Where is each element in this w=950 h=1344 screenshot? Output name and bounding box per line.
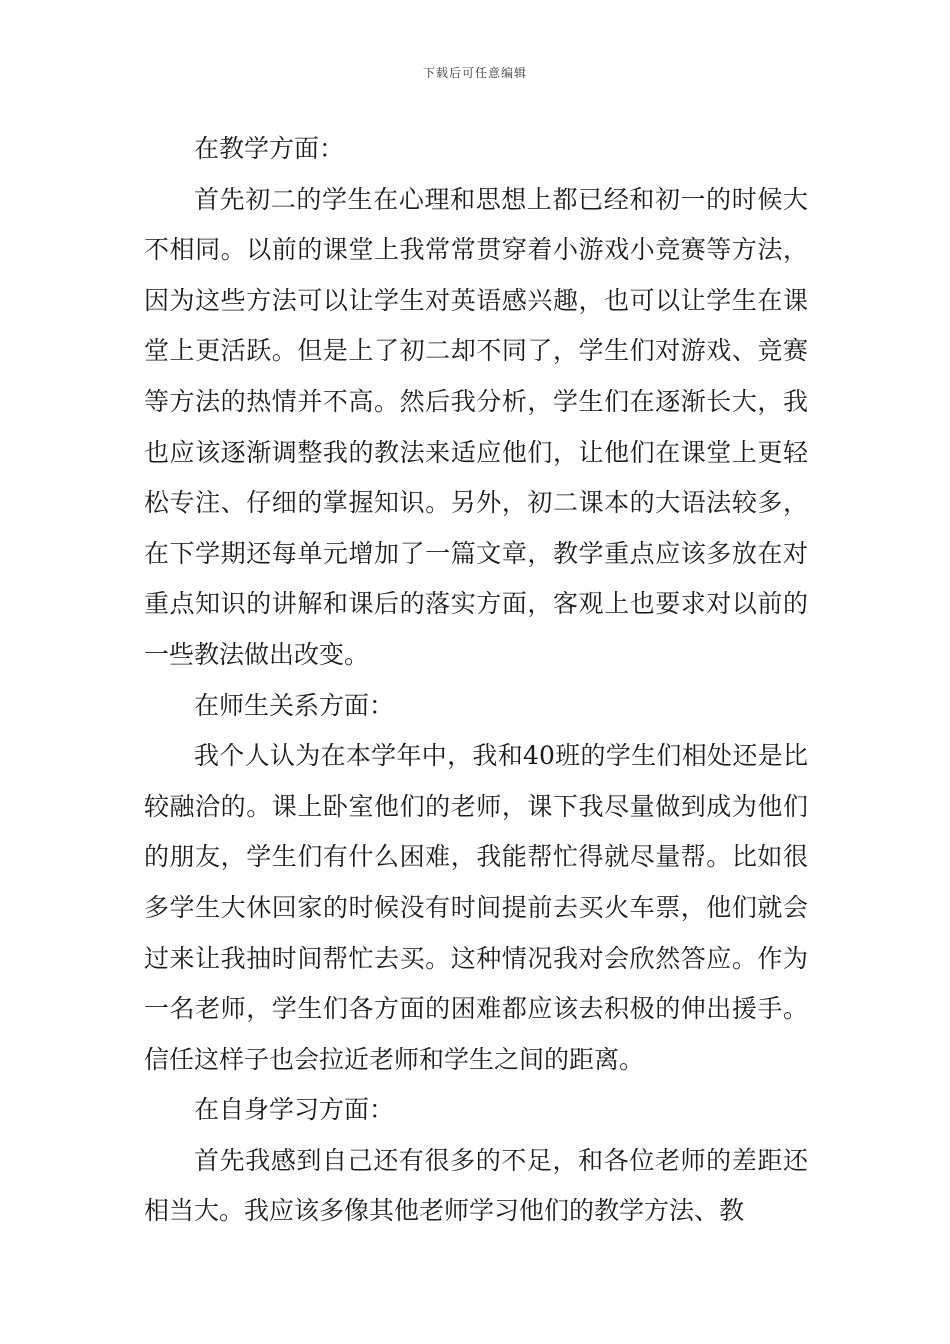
section-paragraph-teacher-student: 我个人认为在本学年中，我和40班的学生们相处还是比较融洽的。课上卧室他们的老师，课下我尽量做到成为他们的朋友，学生们有什么困难，我能帮忙得就尽量帮。比如很多学生大休回家的时候没有时间提前去买火车票，他们就会过来让我抽时间帮忙去买。这种情况我对会欣然答应。作为一名老师，学生们各方面的困难都应该去积极的伸出援手。信任这样子也会拉近老师和学生之间的距离。 — [144, 741, 808, 1074]
document-body — [144, 124, 808, 1237]
section-heading-self-study: 在自身学习方面： — [194, 1095, 395, 1125]
section-heading-teaching: 在教学方面： — [194, 134, 345, 163]
section-paragraph-teaching: 首先初二的学生在心理和思想上都已经和初一的时候大不相同。以前的课堂上我常常贯穿着小游戏小竞赛等方法，因为这些方法可以让学生对英语感兴趣，也可以让学生在课堂上更活跃。但是上了初二却不同了，学生们对游戏、竞赛等方法的热情并不高。然后我分析，学生们在逐渐长大，我也应该逐渐调整我的教法来适应他们，让他们在课堂上更轻松专注、仔细的掌握知识。另外，初二课本的大语法较多，在下学期还每单元增加了一篇文章，教学重点应该多放在对重点知识的讲解和课后的落实方面，客观上也要求对以前的一些教法做出改变。 — [144, 184, 808, 669]
section-paragraph-self-study: 首先我感到自己还有很多的不足，和各位老师的差距还相当大。我应该多像其他老师学习他们的教学方法、教 — [144, 1145, 808, 1226]
page-header: 下载后可任意编辑 — [422, 66, 527, 80]
section-heading-teacher-student: 在师生关系方面： — [194, 690, 395, 720]
